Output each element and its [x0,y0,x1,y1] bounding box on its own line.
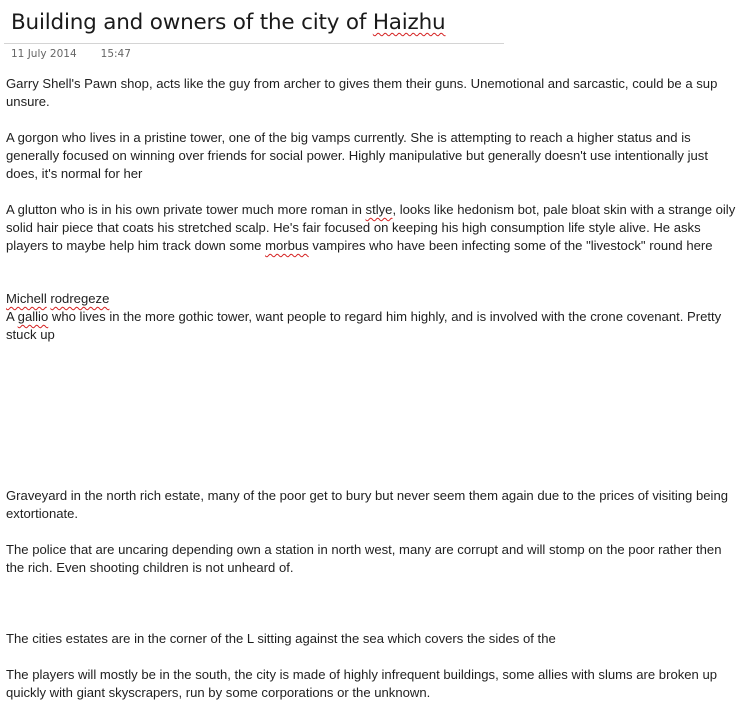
note-paragraph-estates[interactable]: The cities estates are in the corner of the L sitting against the sea which covers the sides of the [6,631,556,646]
note-paragraph-players[interactable]: The players will mostly be in the south, the city is made of highly infrequent buildings, some allies with slums are broken up quickly with giant skyscrapers, run by some corporations or the unknown. [6,667,718,700]
glutton-misspelling-morbus: morbus [265,238,309,253]
page-title-city: Haizhu [372,10,446,35]
note-paragraph-gallio[interactable] [6,308,736,344]
glutton-text-c: , looks like hedonism bot, pale bloat skin with a strange oily solid hair piece that coats his stretched scalp. He's fair focused on keeping his high consumption life style alive. He asks players to maybe help him track down some [6,202,736,253]
page-timestamp [11,48,131,60]
gallio-text-c: who lives in the more gothic tower, want people to regard him highly, and is involved with the crone covenant. Pretty stuck up [6,309,722,342]
gallio-misspelling: gallio [17,309,49,324]
note-paragraph-pawn-shop[interactable]: Garry Shell's Pawn shop, acts like the guy from archer to gives them their guns. Unemotional and sarcastic, could be a sup unsure. [6,76,718,109]
michell-name-last: rodregeze [50,291,110,306]
glutton-misspelling-stlye: stlye [365,202,393,217]
note-heading-michell[interactable] [6,290,736,308]
page-title-text: Building and owners of the city of [11,10,373,35]
gallio-text-a: A [6,309,18,324]
michell-name-first: Michell [6,291,47,306]
note-paragraph-police[interactable]: The police that are uncaring depending own a station in north west, many are corrupt and will stomp on the poor rather then the rich. Even shooting children is not unheard of. [6,542,722,575]
note-paragraph-gorgon[interactable]: A gorgon who lives in a pristine tower, one of the big vamps currently. She is attempting to reach a higher status and is generally focused on winning over friends for social power. Highly manipulative but generally doesn't use intentionally just does, it's normal for her [6,130,708,181]
glutton-text-e: vampires who have been infecting some of the "livestock" round here [308,238,713,253]
page-date: 11 July 2014 [11,48,77,60]
page-title[interactable] [11,10,445,35]
note-paragraph-graveyard[interactable]: Graveyard in the north rich estate, many of the poor get to bury but never seem them again due to the prices of visiting being extortionate. [6,488,729,521]
title-divider [4,43,504,44]
note-paragraph-glutton[interactable] [6,201,736,255]
glutton-text-a: A glutton who is in his own private tower much more roman in [6,202,366,217]
page-time: 15:47 [100,48,131,60]
